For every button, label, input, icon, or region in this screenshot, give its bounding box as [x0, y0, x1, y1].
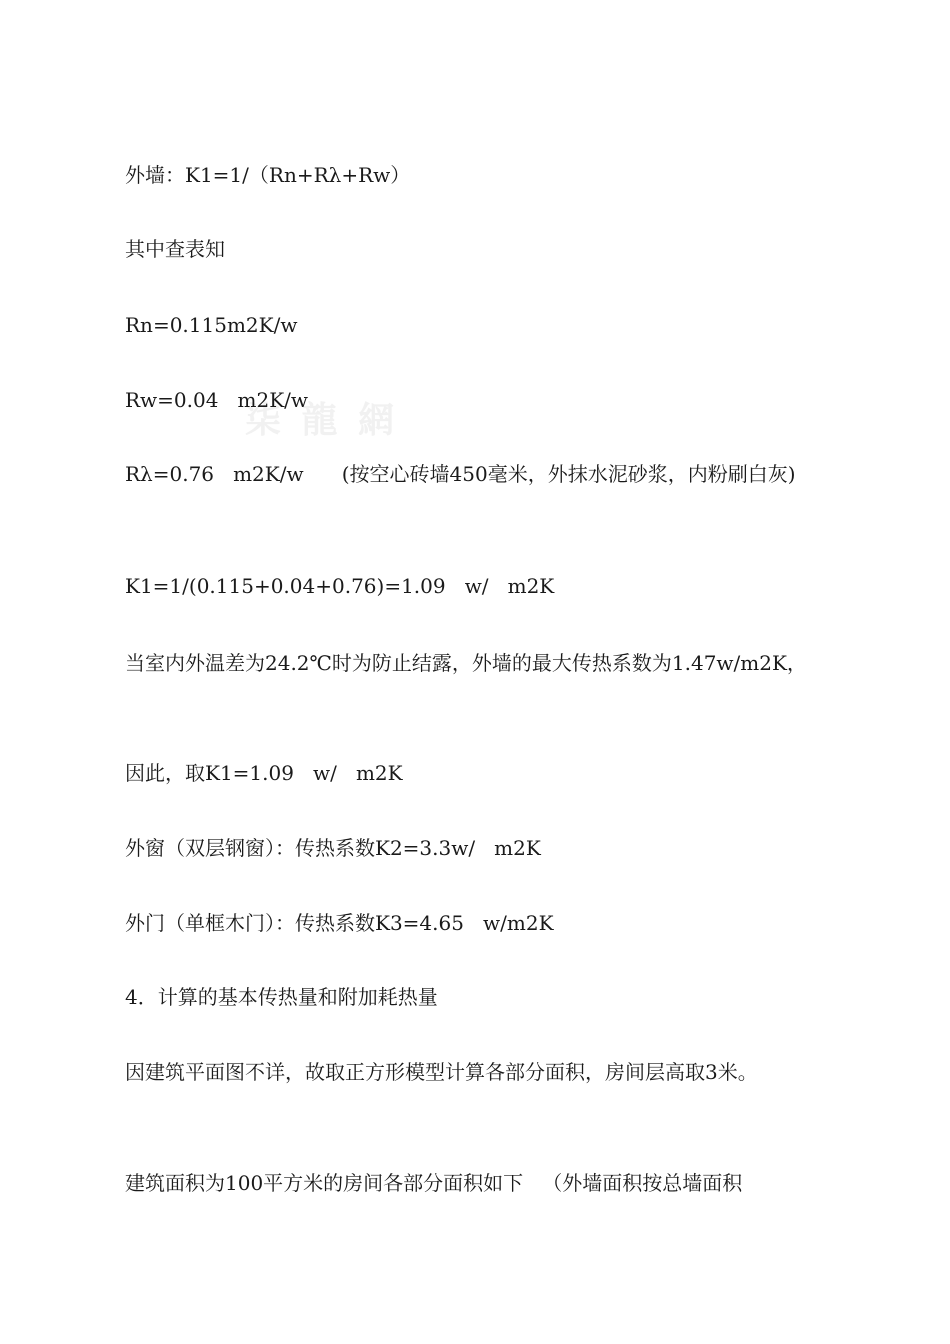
watermark-text: 柒 龍 網 [245, 399, 399, 441]
paragraph-rn-value: Rn=0.115m2K/w [125, 313, 298, 337]
paragraph-condensation-note: 当室内外温差为24.2℃时为防止结露，外墙的最大传热系数为1.47w/m2K， [125, 651, 807, 675]
paragraph-exterior-wall-formula: 外墙：K1=1/（Rn+Rλ+Rw） [125, 163, 411, 187]
paragraph-exterior-door: 外门（单框木门）：传热系数K3=4.65 w/m2K [125, 911, 554, 935]
paragraph-exterior-window: 外窗（双层钢窗）：传热系数K2=3.3w/ m2K [125, 836, 541, 860]
paragraph-k1-calculation: K1=1/(0.115+0.04+0.76)=1.09 w/ m2K [125, 574, 555, 598]
paragraph-rlambda-value: Rλ=0.76 m2K/w (按空心砖墙450毫米，外抹水泥砂浆，内粉刷白灰) [125, 462, 796, 486]
paragraph-rw-value: Rw=0.04 m2K/w [125, 388, 309, 412]
paragraph-building-area: 建筑面积为100平方米的房间各部分面积如下 （外墙面积按总墙面积 [125, 1171, 743, 1195]
paragraph-floor-plan-note: 因建筑平面图不详，故取正方形模型计算各部分面积，房间层高取3米。 [125, 1060, 758, 1084]
paragraph-lookup-table: 其中查表知 [125, 237, 225, 261]
section-heading-heat-calculation: 4．计算的基本传热量和附加耗热量 [125, 985, 438, 1009]
paragraph-k1-result: 因此，取K1=1.09 w/ m2K [125, 761, 403, 785]
